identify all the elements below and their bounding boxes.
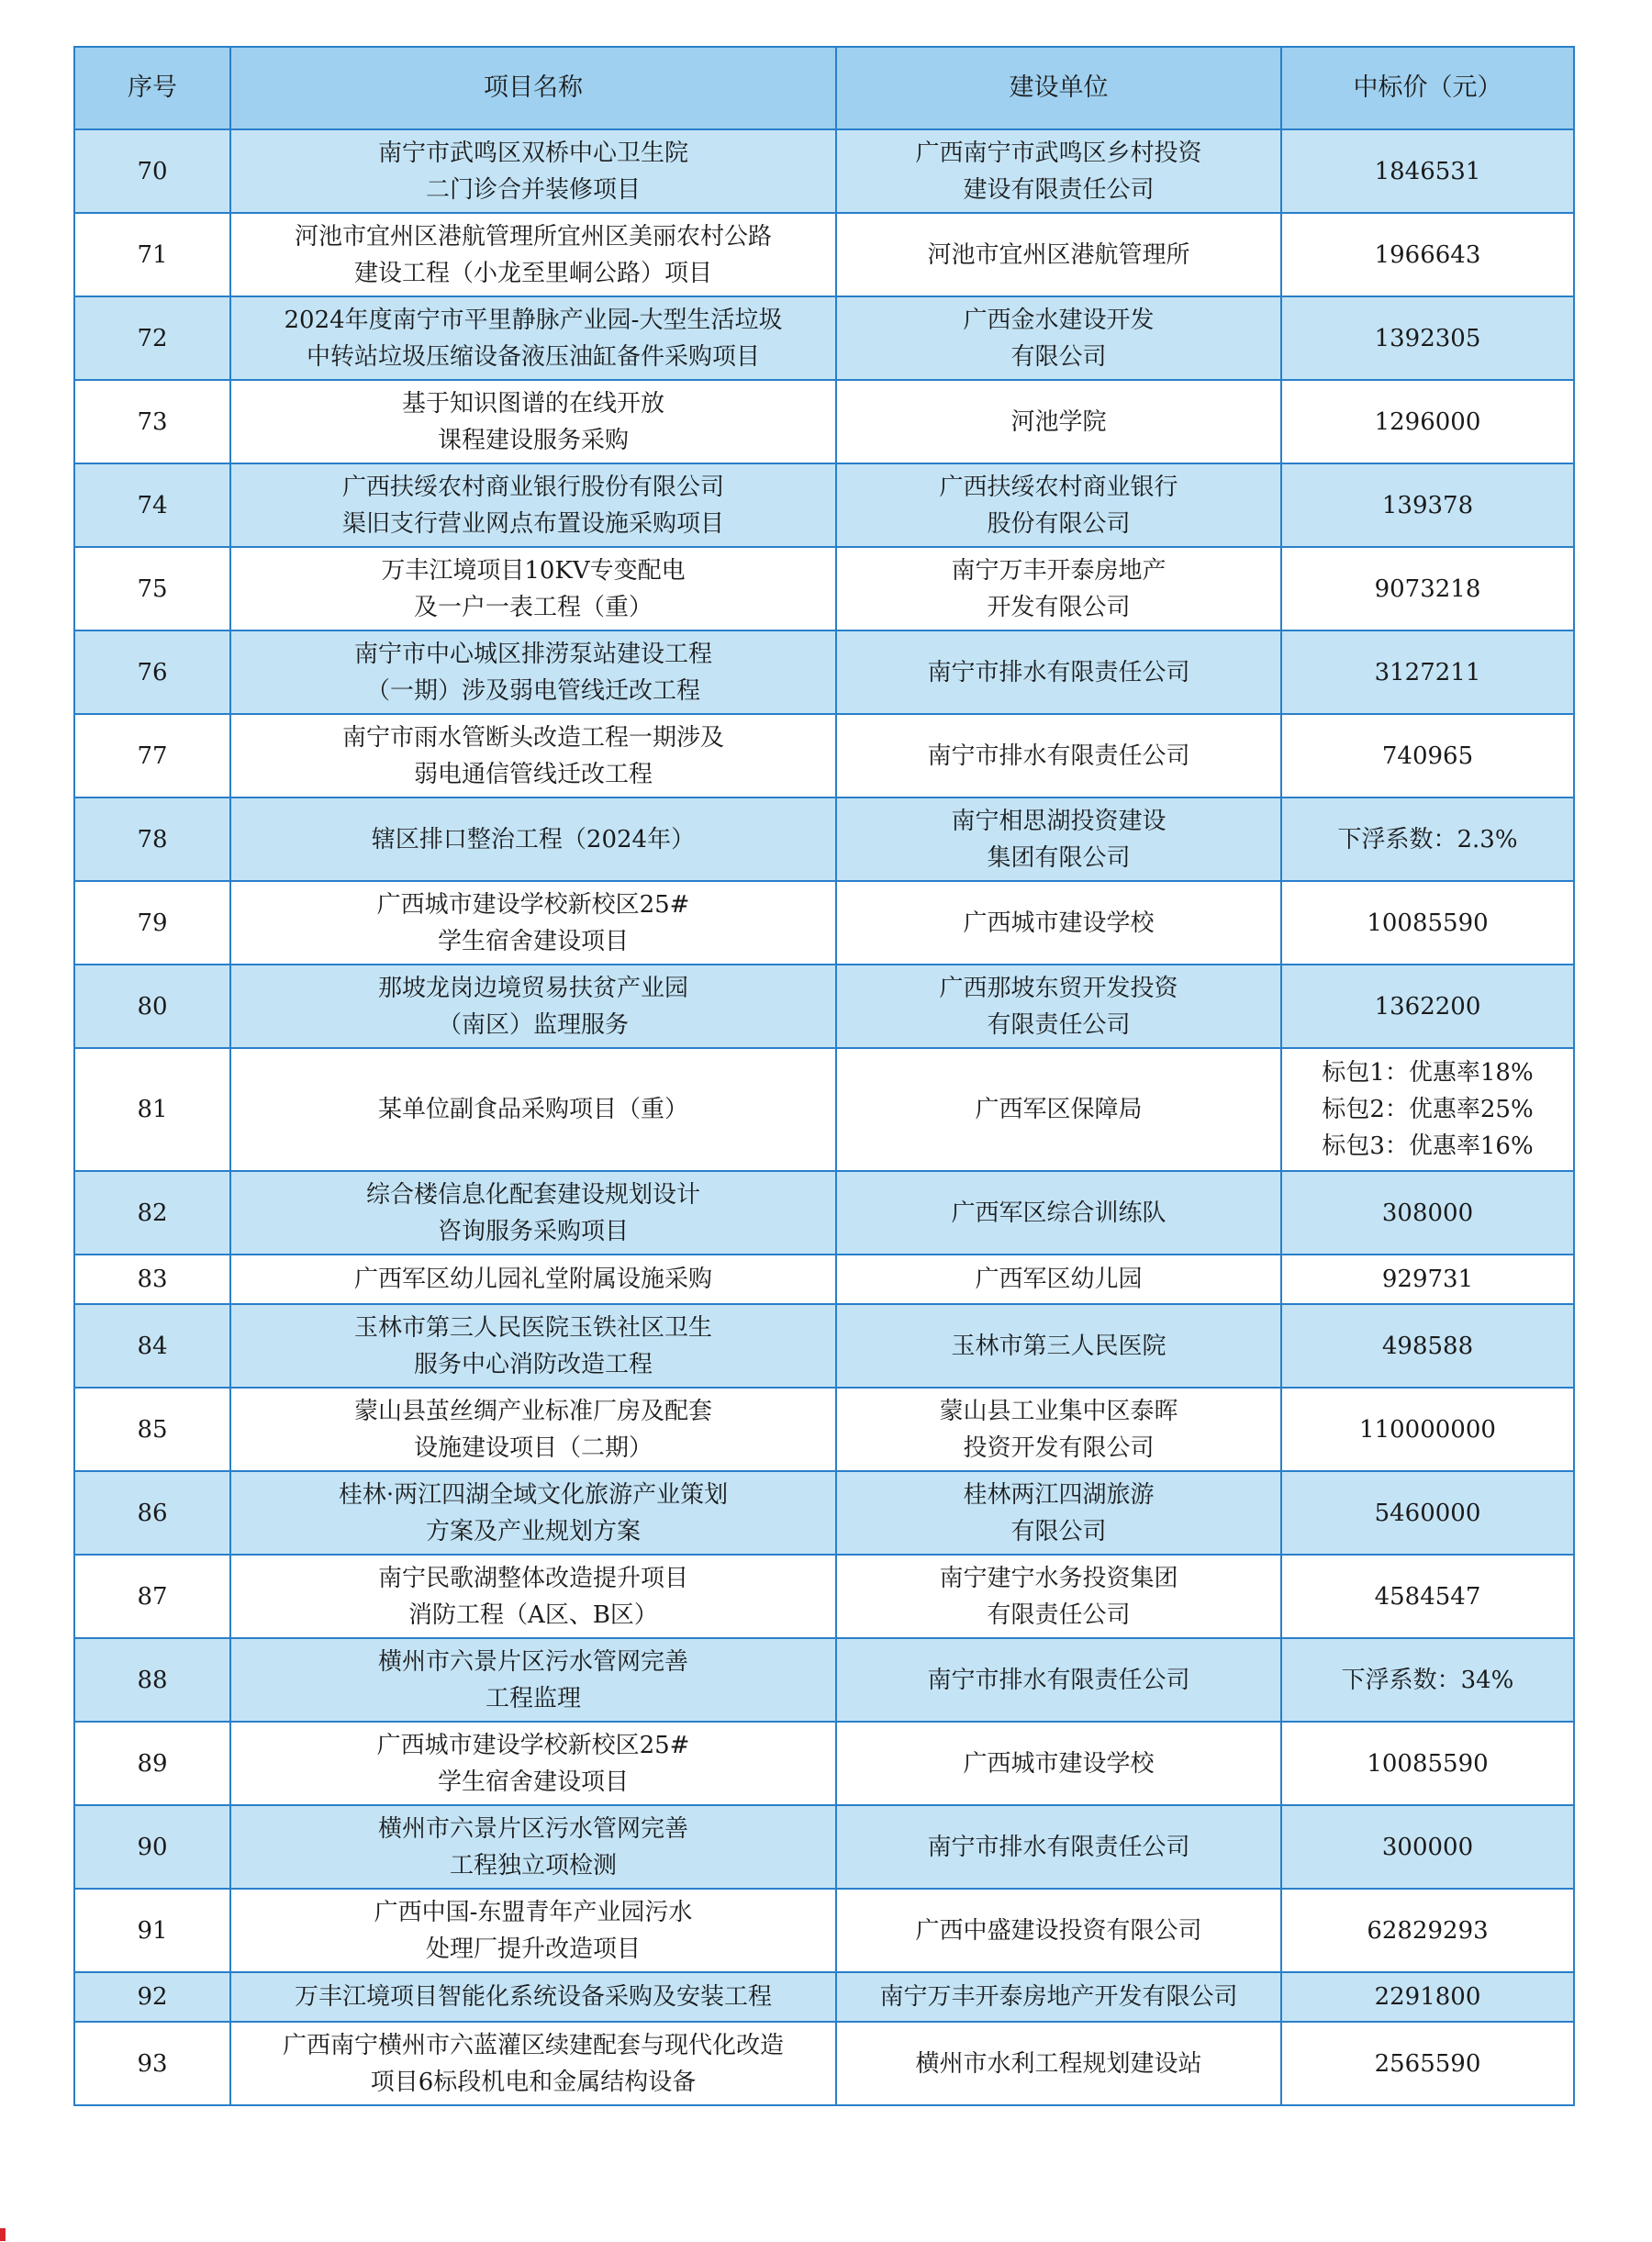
cell-project-name <box>230 2022 836 2105</box>
cell-bid-price <box>1281 129 1574 213</box>
table-row <box>74 1805 1574 1889</box>
cell-project-name-line: 广西南宁横州市六蓝灌区续建配套与现代化改造 <box>282 2031 784 2059</box>
cell-bid-price <box>1281 881 1574 965</box>
cell-index: 89 <box>74 1722 230 1805</box>
table-header-row <box>74 47 1574 129</box>
cell-bid-price <box>1281 1304 1574 1388</box>
cell-builder-line: 蒙山县工业集中区泰晖 <box>939 1397 1178 1425</box>
cell-project-name <box>230 547 836 630</box>
cell-builder-line: 有限公司 <box>1010 1517 1107 1545</box>
cell-bid-price <box>1281 1972 1574 2022</box>
cell-project-name <box>230 1555 836 1638</box>
cell-project-name <box>230 213 836 296</box>
cell-project-name-line: 那坡龙岗边境贸易扶贫产业园 <box>377 974 688 1002</box>
cell-builder <box>836 1304 1281 1388</box>
cell-project-name-line: 服务中心消防改造工程 <box>413 1350 653 1378</box>
cell-project-name <box>230 1048 836 1171</box>
cell-builder <box>836 547 1281 630</box>
cell-project-name <box>230 714 836 798</box>
header-builder: 建设单位 <box>836 47 1281 129</box>
cell-index: 72 <box>74 296 230 380</box>
cell-bid-price <box>1281 1638 1574 1722</box>
cell-index: 73 <box>74 380 230 463</box>
cell-project-name-line: 南宁市雨水管断头改造工程一期涉及 <box>341 723 724 752</box>
cell-project-name-line: 广西城市建设学校新校区25# <box>376 1731 690 1759</box>
cell-project-name <box>230 296 836 380</box>
cell-index: 84 <box>74 1304 230 1388</box>
cell-index: 76 <box>74 630 230 714</box>
cell-builder-line: 广西中盛建设投资有限公司 <box>915 1916 1202 1945</box>
cell-bid-price <box>1281 1805 1574 1889</box>
cell-builder <box>836 1388 1281 1471</box>
cell-index: 92 <box>74 1972 230 2022</box>
cell-project-name-line: 横州市六景片区污水管网完善 <box>377 1814 688 1843</box>
cell-builder-line: 玉林市第三人民医院 <box>951 1332 1166 1360</box>
cell-bid-price <box>1281 547 1574 630</box>
table-row <box>74 1048 1574 1171</box>
cell-bid-price-line: 10085590 <box>1367 1749 1489 1778</box>
cell-bid-price-line: 10085590 <box>1367 909 1489 937</box>
cell-project-name-line: （一期）涉及弱电管线迁改工程 <box>365 676 700 705</box>
cell-bid-price-line: 2291800 <box>1374 1983 1481 2011</box>
table-row <box>74 798 1574 881</box>
cell-builder <box>836 1255 1281 1304</box>
header-project-name: 项目名称 <box>230 47 836 129</box>
cell-project-name <box>230 1304 836 1388</box>
table-row <box>74 1722 1574 1805</box>
cell-project-name-line: 南宁民歌湖整体改造提升项目 <box>377 1564 688 1592</box>
cell-builder <box>836 380 1281 463</box>
table-body <box>74 129 1574 2105</box>
cell-project-name-line: （南区）监理服务 <box>437 1010 629 1039</box>
cell-project-name <box>230 1638 836 1722</box>
cell-index: 79 <box>74 881 230 965</box>
cell-project-name <box>230 1255 836 1304</box>
cell-builder-line: 投资开发有限公司 <box>963 1433 1155 1462</box>
cell-project-name-line: 河池市宜州区港航管理所宜州区美丽农村公路 <box>294 222 772 251</box>
cell-bid-price-line: 1966643 <box>1374 240 1481 269</box>
table-row <box>74 380 1574 463</box>
cell-bid-price-line: 标包1：优惠率18% <box>1322 1059 1534 1087</box>
cell-builder-line: 有限公司 <box>1010 342 1107 371</box>
table-row <box>74 129 1574 213</box>
cell-project-name-line: 渠旧支行营业网点布置设施采购项目 <box>341 509 724 538</box>
cell-project-name <box>230 129 836 213</box>
bid-results-table <box>73 46 1575 2106</box>
table-row <box>74 1972 1574 2022</box>
cell-builder <box>836 1638 1281 1722</box>
cell-bid-price <box>1281 714 1574 798</box>
cell-bid-price <box>1281 213 1574 296</box>
cell-builder-line: 有限责任公司 <box>987 1601 1131 1629</box>
cell-index: 83 <box>74 1255 230 1304</box>
cell-project-name <box>230 1388 836 1471</box>
cell-project-name-line: 万丰江境项目10KV专变配电 <box>381 556 686 585</box>
cell-index: 86 <box>74 1471 230 1555</box>
cell-project-name-line: 处理厂提升改造项目 <box>425 1935 641 1963</box>
cell-project-name-line: 工程监理 <box>485 1684 581 1712</box>
cell-index: 80 <box>74 965 230 1048</box>
cell-index: 82 <box>74 1171 230 1255</box>
table-row <box>74 296 1574 380</box>
cell-builder-line: 横州市水利工程规划建设站 <box>915 2049 1202 2078</box>
cell-builder-line: 南宁万丰开泰房地产 <box>951 556 1166 585</box>
cell-bid-price <box>1281 1255 1574 1304</box>
cell-project-name-line: 学生宿舍建设项目 <box>437 1768 629 1796</box>
cell-index: 75 <box>74 547 230 630</box>
cell-bid-price-line: 9073218 <box>1374 574 1481 603</box>
cell-project-name-line: 2024年度南宁市平里静脉产业园-大型生活垃圾 <box>284 306 783 334</box>
cell-bid-price-line: 62829293 <box>1367 1916 1489 1945</box>
cell-bid-price <box>1281 1555 1574 1638</box>
cell-project-name-line: 蒙山县茧丝绸产业标准厂房及配套 <box>353 1397 712 1425</box>
cell-bid-price-line: 2565590 <box>1374 2049 1481 2078</box>
cell-bid-price <box>1281 1722 1574 1805</box>
cell-index: 85 <box>74 1388 230 1471</box>
cell-index: 74 <box>74 463 230 547</box>
cell-builder-line: 广西金水建设开发 <box>963 306 1155 334</box>
table-row <box>74 1471 1574 1555</box>
cell-builder <box>836 1972 1281 2022</box>
cell-project-name-line: 工程独立项检测 <box>449 1851 617 1879</box>
cell-bid-price-line: 929731 <box>1381 1266 1474 1293</box>
cell-project-name-line: 及一户一表工程（重） <box>413 593 653 621</box>
cell-builder-line: 南宁建宁水务投资集团 <box>939 1564 1178 1592</box>
table-row <box>74 881 1574 965</box>
cell-project-name-line: 弱电通信管线迁改工程 <box>413 760 653 788</box>
cell-project-name-line: 桂林·两江四湖全域文化旅游产业策划 <box>338 1480 729 1509</box>
cell-project-name <box>230 965 836 1048</box>
cell-builder-line: 开发有限公司 <box>987 593 1131 621</box>
table-row <box>74 2022 1574 2105</box>
cell-index: 91 <box>74 1889 230 1972</box>
cell-builder-line: 南宁相思湖投资建设 <box>951 807 1166 835</box>
cell-project-name <box>230 463 836 547</box>
cell-project-name-line: 建设工程（小龙至里峒公路）项目 <box>353 259 712 287</box>
cell-bid-price-line: 498588 <box>1381 1332 1474 1360</box>
cell-bid-price <box>1281 296 1574 380</box>
cell-builder-line: 广西军区保障局 <box>975 1096 1143 1123</box>
cell-builder-line: 广西扶绥农村商业银行 <box>939 473 1178 501</box>
cell-project-name-line: 综合楼信息化配套建设规划设计 <box>365 1180 700 1209</box>
cell-project-name-line: 广西城市建设学校新校区25# <box>376 890 690 919</box>
cell-builder-line: 广西军区幼儿园 <box>975 1266 1143 1293</box>
cell-project-name <box>230 1722 836 1805</box>
cell-bid-price-line: 308000 <box>1381 1199 1474 1227</box>
cell-project-name-line: 玉林市第三人民医院玉铁社区卫生 <box>353 1313 712 1342</box>
cell-builder-line: 南宁市排水有限责任公司 <box>927 742 1190 770</box>
cell-project-name-line: 南宁市中心城区排涝泵站建设工程 <box>353 640 712 668</box>
cell-bid-price <box>1281 1171 1574 1255</box>
cell-builder <box>836 296 1281 380</box>
cell-bid-price-line: 4584547 <box>1374 1582 1481 1611</box>
cell-project-name <box>230 881 836 965</box>
cell-bid-price <box>1281 630 1574 714</box>
cell-project-name-line: 学生宿舍建设项目 <box>437 927 629 955</box>
table-row <box>74 1255 1574 1304</box>
cell-project-name-line: 设施建设项目（二期） <box>413 1433 653 1462</box>
cell-builder <box>836 213 1281 296</box>
cell-builder-line: 广西那坡东贸开发投资 <box>939 974 1178 1002</box>
cell-project-name-line: 广西军区幼儿园礼堂附属设施采购 <box>353 1266 712 1293</box>
cell-bid-price-line: 1846531 <box>1374 157 1481 185</box>
cell-bid-price <box>1281 1889 1574 1972</box>
cell-bid-price-line: 3127211 <box>1374 658 1481 686</box>
table-row <box>74 463 1574 547</box>
cell-project-name <box>230 1471 836 1555</box>
cell-builder-line: 广西军区综合训练队 <box>951 1199 1166 1227</box>
cell-builder-line: 河池学院 <box>1010 407 1107 436</box>
cell-project-name-line: 咨询服务采购项目 <box>437 1217 629 1245</box>
cell-project-name-line: 二门诊合并装修项目 <box>425 175 641 204</box>
cell-project-name-line: 项目6标段机电和金属结构设备 <box>370 2068 697 2096</box>
cell-index: 81 <box>74 1048 230 1171</box>
cell-bid-price-line: 标包3：优惠率16% <box>1322 1132 1534 1160</box>
cell-index: 77 <box>74 714 230 798</box>
cell-index: 90 <box>74 1805 230 1889</box>
cell-builder-line: 建设有限责任公司 <box>963 175 1155 204</box>
cell-builder-line: 广西城市建设学校 <box>963 1749 1155 1778</box>
cell-bid-price-line: 740965 <box>1381 742 1474 770</box>
bid-results-sheet <box>73 46 1573 2106</box>
cell-bid-price-line: 下浮系数：34% <box>1341 1666 1514 1694</box>
table-row <box>74 213 1574 296</box>
cell-builder <box>836 129 1281 213</box>
header-index: 序号 <box>74 47 230 129</box>
cell-bid-price <box>1281 965 1574 1048</box>
cell-bid-price <box>1281 1048 1574 1171</box>
cell-builder <box>836 1889 1281 1972</box>
table-row <box>74 1638 1574 1722</box>
table-row <box>74 714 1574 798</box>
cell-project-name <box>230 1171 836 1255</box>
cell-builder-line: 南宁万丰开泰房地产开发有限公司 <box>879 1983 1238 2011</box>
cell-builder-line: 广西城市建设学校 <box>963 909 1155 937</box>
cell-project-name-line: 广西中国-东盟青年产业园污水 <box>374 1898 693 1926</box>
cell-project-name <box>230 380 836 463</box>
cell-project-name <box>230 630 836 714</box>
cell-project-name <box>230 1805 836 1889</box>
table-row <box>74 965 1574 1048</box>
cell-builder <box>836 1805 1281 1889</box>
cell-builder-line: 南宁市排水有限责任公司 <box>927 658 1190 686</box>
cell-index: 71 <box>74 213 230 296</box>
cell-bid-price <box>1281 798 1574 881</box>
cell-bid-price-line: 1392305 <box>1374 324 1481 352</box>
cell-builder-line: 集团有限公司 <box>987 843 1131 872</box>
cell-builder <box>836 881 1281 965</box>
cell-builder <box>836 1471 1281 1555</box>
cell-bid-price <box>1281 2022 1574 2105</box>
table-row <box>74 1388 1574 1471</box>
cell-builder-line: 南宁市排水有限责任公司 <box>927 1833 1190 1861</box>
cell-builder <box>836 1048 1281 1171</box>
table-row <box>74 1889 1574 1972</box>
cell-project-name-line: 消防工程（A区、B区） <box>408 1601 658 1629</box>
cell-builder <box>836 1171 1281 1255</box>
table-row <box>74 547 1574 630</box>
cell-bid-price-line: 下浮系数：2.3% <box>1337 825 1518 853</box>
cell-index: 70 <box>74 129 230 213</box>
cell-project-name <box>230 1972 836 2022</box>
table-row <box>74 1555 1574 1638</box>
cell-builder-line: 广西南宁市武鸣区乡村投资 <box>915 139 1202 167</box>
cell-project-name-line: 广西扶绥农村商业银行股份有限公司 <box>341 473 724 501</box>
table-row <box>74 1171 1574 1255</box>
cell-project-name-line: 辖区排口整治工程（2024年） <box>371 825 696 853</box>
cell-builder <box>836 463 1281 547</box>
cell-bid-price-line: 1296000 <box>1374 407 1481 436</box>
cell-project-name-line: 基于知识图谱的在线开放 <box>401 389 664 418</box>
cell-bid-price-line: 5460000 <box>1374 1499 1481 1527</box>
cell-bid-price-line: 139378 <box>1381 491 1474 519</box>
cell-bid-price-line: 1362200 <box>1374 992 1481 1021</box>
cell-builder-line: 南宁市排水有限责任公司 <box>927 1666 1190 1694</box>
cell-project-name <box>230 1889 836 1972</box>
table-row <box>74 630 1574 714</box>
cell-index: 88 <box>74 1638 230 1722</box>
cell-bid-price <box>1281 1388 1574 1471</box>
cell-bid-price <box>1281 463 1574 547</box>
header-bid-price: 中标价（元） <box>1281 47 1574 129</box>
cell-bid-price <box>1281 1471 1574 1555</box>
cell-index: 93 <box>74 2022 230 2105</box>
cell-builder <box>836 798 1281 881</box>
cell-project-name-line: 某单位副食品采购项目（重） <box>377 1096 688 1123</box>
cell-project-name-line: 南宁市武鸣区双桥中心卫生院 <box>377 139 688 167</box>
cell-project-name-line: 万丰江境项目智能化系统设备采购及安装工程 <box>294 1983 772 2011</box>
cell-builder-line: 股份有限公司 <box>987 509 1131 538</box>
cell-bid-price-line: 110000000 <box>1359 1415 1496 1444</box>
cell-builder <box>836 714 1281 798</box>
cell-index: 87 <box>74 1555 230 1638</box>
cell-builder <box>836 965 1281 1048</box>
cell-builder-line: 有限责任公司 <box>987 1010 1131 1039</box>
table-row <box>74 1304 1574 1388</box>
page-edge-mark <box>0 2228 6 2241</box>
cell-index: 78 <box>74 798 230 881</box>
cell-builder-line: 河池市宜州区港航管理所 <box>927 240 1190 269</box>
cell-project-name-line: 方案及产业规划方案 <box>425 1517 641 1545</box>
cell-bid-price <box>1281 380 1574 463</box>
cell-project-name-line: 课程建设服务采购 <box>437 426 629 454</box>
cell-project-name-line: 横州市六景片区污水管网完善 <box>377 1647 688 1676</box>
cell-bid-price-line: 标包2：优惠率25% <box>1322 1096 1534 1123</box>
cell-builder <box>836 1555 1281 1638</box>
cell-bid-price-line: 300000 <box>1381 1833 1474 1861</box>
cell-builder <box>836 2022 1281 2105</box>
cell-builder-line: 桂林两江四湖旅游 <box>963 1480 1155 1509</box>
cell-project-name-line: 中转站垃圾压缩设备液压油缸备件采购项目 <box>306 342 760 371</box>
cell-builder <box>836 1722 1281 1805</box>
cell-project-name <box>230 798 836 881</box>
cell-builder <box>836 630 1281 714</box>
